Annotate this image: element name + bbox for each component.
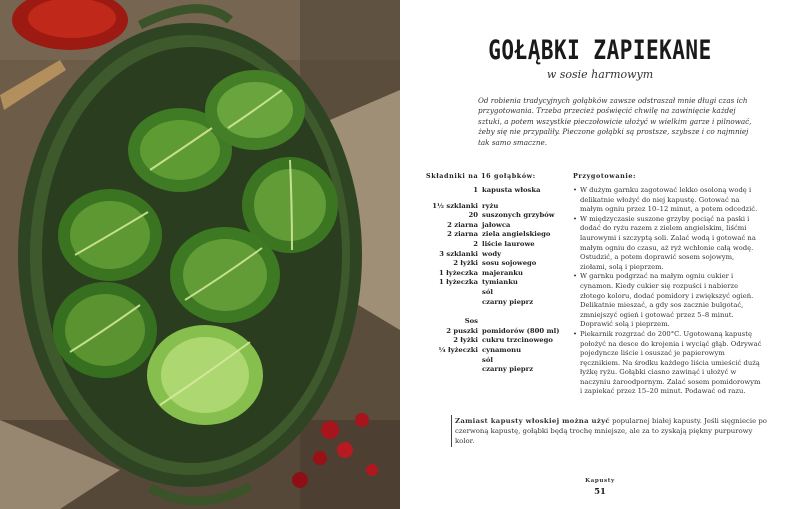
ingredients-list [418, 186, 568, 375]
sauce-ingredient-row [418, 356, 568, 366]
ingredient-qty: 3 szklanki [439, 249, 478, 258]
ingredient-name: kapusta włoska [482, 186, 541, 194]
recipe-subtitle: w sosie harmowym [546, 68, 654, 81]
ingredient-qty: ¼ łyżeczki [438, 345, 478, 354]
page-number: 51 [594, 487, 606, 497]
running-footer-section: Kapusty [585, 478, 615, 484]
ingredient-row [418, 240, 568, 250]
recipe-page [400, 0, 800, 509]
ingredient-row [418, 202, 568, 212]
sauce-ingredient-row [418, 365, 568, 375]
ingredient-qty: 1 łyżeczka [439, 278, 478, 287]
ingredient-qty: 2 puszki [446, 326, 478, 335]
ingredient-qty [418, 356, 482, 366]
preparation-step: • W dużym garnku zagotować lekko osoloną wodę i delikatnie włożyć do niej kapustę. Gotować na małym ogniu przez 10–12 minut, a potem odcedzić. [573, 186, 763, 215]
ingredient-name: czarny pieprz [482, 365, 534, 374]
note-rule [451, 415, 452, 447]
ingredient-name: cukru trzcinowego [482, 336, 553, 345]
ingredient-name: wody [482, 249, 502, 258]
recipe-title: GOŁĄBKI ZAPIEKANE [488, 35, 712, 65]
preparation-heading: Przygotowanie: [573, 172, 637, 180]
preparation-step: • W garnku podgrzać na małym ogniu cukier i cynamon. Kiedy cukier się rozpuści i nabierze złotego koloru, dodać pomidory i zwiększyć ogień. Delikatnie mieszać, a gdy sos zacznie bulgotać, zmniejszyć ogień i gotować przez 5–8 minut. Doprawić solą i pieprzem. [573, 272, 763, 330]
ingredient-name: liście laurowe [482, 239, 535, 248]
ingredient-name: czarny pieprz [482, 297, 534, 306]
ingredient-qty: 2 ziarna [447, 220, 478, 229]
ingredient-name: cynamonu [482, 345, 522, 354]
ingredient-row [418, 186, 568, 196]
ingredient-name: sosu sojowego [482, 259, 537, 268]
ingredient-name: tymianku [482, 278, 518, 287]
ingredient-name: jałowca [482, 220, 511, 229]
ingredient-name: sól [482, 287, 493, 296]
ingredient-qty: 2 [473, 239, 478, 248]
ingredient-qty [418, 298, 482, 308]
ingredient-name: suszonych grzybów [482, 211, 555, 220]
ingredient-qty: 20 [468, 211, 478, 220]
ingredient-qty [418, 288, 482, 298]
ingredient-name: pomidorów (800 ml) [482, 326, 560, 335]
ingredient-row [418, 250, 568, 260]
ingredient-qty: 2 łyżki [453, 336, 478, 345]
ingredient-row [418, 259, 568, 269]
tip-body: popularnej białej kapusty. Jeśli sięgniecie po czerwoną kapustę, gołąbki będą trochę mniejsze, ale za to zyskają piękny purpurowy kolor. [455, 417, 767, 446]
tip-lead: Zamiast kapusty włoskiej można użyć [455, 417, 610, 425]
ingredient-qty: 2 ziarna [447, 230, 478, 239]
ingredient-row [418, 211, 568, 221]
ingredient-qty: 2 łyżki [453, 259, 478, 268]
preparation-step: • Piekarnik rozgrzać do 200°C. Ugotowaną kapustę położyć na desce do krojenia i wyciąć głąb. Odrywać pojedyncze liście i osuszać je papierowym ręcznikiem. Na środku każdego liścia umieścić dużą łyżkę ryżu. Gołąbki ciasno zawinąć i ułożyć w naczyniu żaroodpornym. Zalać sosem pomidorowym i zapiekać przez 15–20 minut. Podawać od razu. [573, 330, 763, 397]
ingredient-qty: 1½ szklanki [432, 201, 478, 210]
sauce-ingredient-row [418, 327, 568, 337]
ingredient-row [418, 288, 568, 298]
ingredient-qty: 1 łyżeczka [439, 268, 478, 277]
ingredient-row [418, 298, 568, 308]
recipe-intro [478, 96, 760, 148]
ingredient-row [418, 269, 568, 279]
preparation-steps [573, 186, 763, 397]
sauce-ingredient-row [418, 346, 568, 356]
sauce-label: Sos [464, 317, 478, 326]
ingredients-heading: Składniki na 16 gołąbków: [426, 172, 536, 180]
recipe-tip [455, 416, 773, 447]
ingredient-name: ryżu [482, 201, 499, 210]
ingredient-name: majeranku [482, 268, 523, 277]
sauce-ingredient-row [418, 336, 568, 346]
ingredient-name: ziela angielskiego [482, 230, 551, 239]
ingredient-name: sól [482, 355, 493, 364]
ingredient-row [418, 230, 568, 240]
preparation-step: • W międzyczasie suszone grzyby pociąć na paski i dodać do ryżu razem z zielem angielskim, liśćmi laurowymi i szczyptą soli. Zalać wodą i gotować na małym ogniu do czasu, aż ryż wchłonie całą wodę. Ostudzić, a potem doprawić sosem sojowym, ziołami, solą i pieprzem. [573, 215, 763, 273]
ingredient-row [418, 221, 568, 231]
ingredient-qty: 1 [473, 186, 478, 194]
intro-text: Od robienia tradycyjnych gołąbków zawsze odstraszał mnie długi czas ich przygotowania. Trzeba przecież poświęcić chwilę na zawinięcie każdej sztuki, a potem wszystkie pieczołowicie ułożyć w wielkim garze i pilnować, żeby się nie przypaliły. Pieczone gołąbki są prostsze, szybsze i co najmniej tak samo smaczne. [478, 96, 752, 147]
ingredient-qty [418, 365, 482, 375]
ingredient-row [418, 278, 568, 288]
